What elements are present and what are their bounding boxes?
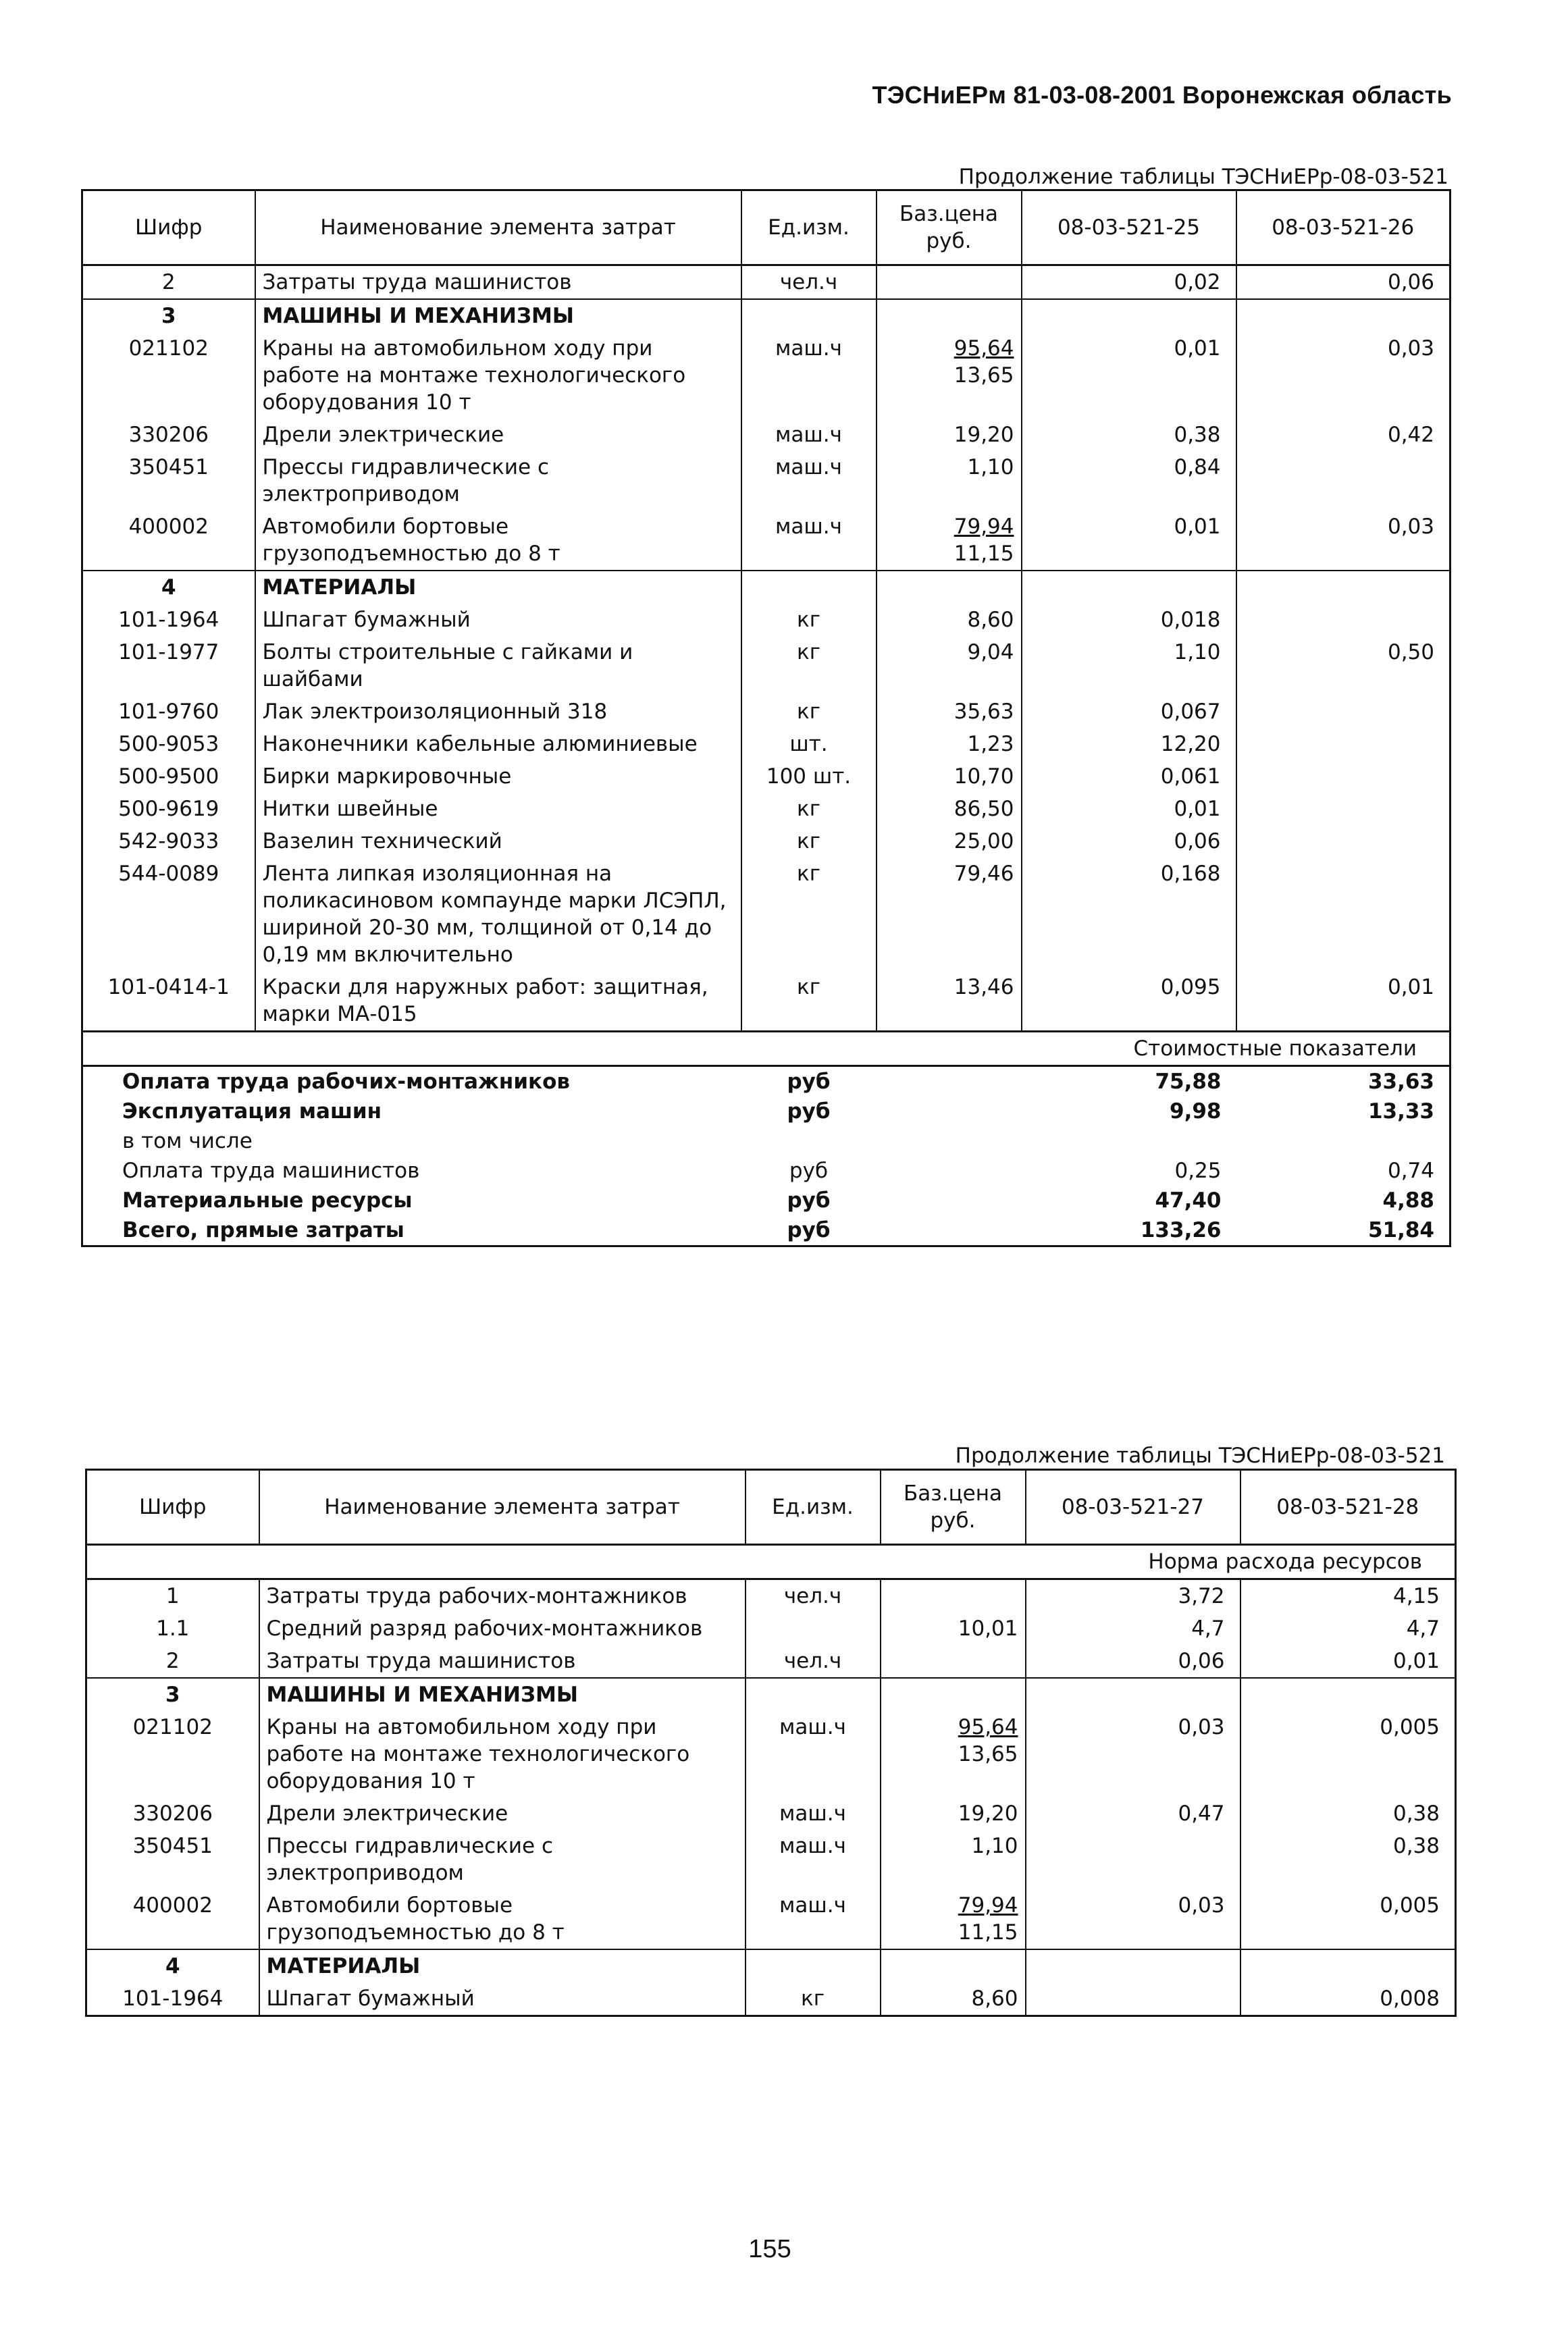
row-norm-value-2: 0,38 [1240,1797,1456,1830]
row-norm-value-1 [1026,1830,1240,1889]
table-row [82,636,1451,695]
row-unit: маш.ч [746,1711,881,1797]
row-norm-value-2: 0,01 [1236,971,1451,1032]
row-norm-value-2: 4,7 [1240,1612,1456,1645]
summary-price [877,1126,1022,1156]
row-price-value: 79,94 [953,515,1014,539]
summary-name: Оплата труда рабочих-монтажников [122,1070,570,1094]
row-price [877,571,1022,604]
row-norm-value-2: 0,01 [1240,1645,1456,1678]
table-row [82,299,1451,332]
row-price [877,419,1022,451]
row-price [877,510,1022,571]
row-unit [741,571,877,604]
table-row [86,1949,1456,1982]
summary-value-2: 4,88 [1382,1188,1434,1213]
row-code: 1 [86,1579,259,1613]
row-name: Автомобили бортовые грузоподъемностью до 8 т [255,510,741,571]
row-unit: чел.ч [746,1645,881,1678]
row-code: 101-0414-1 [82,971,255,1032]
row-code: 021102 [86,1711,259,1797]
row-price [877,695,1022,728]
row-unit [746,1678,881,1711]
row-price-value: 1,10 [967,455,1014,479]
row-name: Дрели электрические [259,1797,746,1830]
col-code-header: Шифр [86,1470,259,1545]
summary-name: Эксплуатация машин [122,1099,382,1124]
summary-value-1: 133,26 [1140,1218,1222,1242]
col-norm-27-header: 08-03-521-27 [1026,1470,1240,1545]
row-price-value: 8,60 [967,608,1014,632]
row-norm-value-1 [1022,299,1236,332]
table-row [86,1889,1456,1949]
row-unit: маш.ч [746,1797,881,1830]
row-name: Шпагат бумажный [259,1982,746,2016]
col-norm-26-header: 08-03-521-26 [1236,190,1451,265]
row-name: Краны на автомобильном ходу при работе на монтаже технологического оборудования 10 т [259,1711,746,1797]
row-norm-value-2 [1240,1678,1456,1711]
row-norm-value-1: 0,38 [1022,419,1236,451]
summary-price [877,1097,1022,1126]
table-row [82,695,1451,728]
row-norm-value-1: 0,067 [1022,695,1236,728]
row-norm-value-1 [1026,1949,1240,1982]
table-row [86,1579,1456,1613]
row-norm-value-2 [1236,858,1451,971]
summary-row [82,1066,1451,1097]
row-price [877,825,1022,858]
row-norm-value-2: 0,50 [1236,636,1451,695]
row-code: 500-9619 [82,793,255,825]
row-price [881,1949,1026,1982]
col-price-header: Баз.цена руб. [881,1470,1026,1545]
row-code: 330206 [82,419,255,451]
table-row [82,265,1451,300]
row-price [881,1830,1026,1889]
row-price [877,299,1022,332]
row-norm-value-1: 12,20 [1022,728,1236,760]
row-code: 400002 [86,1889,259,1949]
row-price [881,1711,1026,1797]
cost-table-2 [85,1469,1457,2017]
row-code: 544-0089 [82,858,255,971]
row-norm-value-1 [1022,571,1236,604]
row-name: МАТЕРИАЛЫ [255,571,741,604]
row-price [877,265,1022,300]
row-price-value: 79,46 [953,862,1014,886]
row-code: 3 [82,299,255,332]
row-code: 500-9500 [82,760,255,793]
row-norm-value-2: 0,008 [1240,1982,1456,2016]
row-norm-value-1: 0,095 [1022,971,1236,1032]
row-unit [746,1612,881,1645]
row-code: 2 [82,265,255,300]
row-code: 350451 [86,1830,259,1889]
table-row [86,1612,1456,1645]
row-unit: кг [741,636,877,695]
table-row [82,728,1451,760]
row-norm-value-2: 0,005 [1240,1711,1456,1797]
row-name: Шпагат бумажный [255,604,741,636]
row-name: Краски для наружных работ: защитная, марки МА-015 [255,971,741,1032]
col-code-header: Шифр [82,190,255,265]
row-price-value: 8,60 [971,1986,1018,2011]
row-norm-value-2 [1236,299,1451,332]
row-code: 101-1964 [82,604,255,636]
row-unit: маш.ч [741,451,877,510]
row-norm-value-1: 0,03 [1026,1711,1240,1797]
row-norm-value-2 [1236,604,1451,636]
table2-caption: Продолжение таблицы ТЭСНиЕРр-08-03-521 [955,1444,1445,1468]
row-code: 101-1964 [86,1982,259,2016]
row-price-machinist: 11,15 [958,1920,1018,1945]
row-name: Болты строительные с гайками и шайбами [255,636,741,695]
row-name: Прессы гидравлические с электроприводом [255,451,741,510]
row-price [881,1889,1026,1949]
table-row [82,760,1451,793]
row-norm-value-2 [1236,728,1451,760]
summary-value-2: 0,74 [1387,1159,1434,1183]
row-norm-value-2 [1236,451,1451,510]
row-price-value: 95,64 [953,336,1014,361]
row-price-machinist: 13,65 [958,1742,1018,1766]
row-code: 101-1977 [82,636,255,695]
row-name: Наконечники кабельные алюминиевые [255,728,741,760]
row-name: Средний разряд рабочих-монтажников [259,1612,746,1645]
row-name: Прессы гидравлические с электроприводом [259,1830,746,1889]
row-norm-value-1: 0,06 [1022,825,1236,858]
cost-table-1 [81,189,1451,1247]
summary-price [877,1066,1022,1097]
table2-body [86,1545,1456,2016]
row-code: 1.1 [86,1612,259,1645]
row-price [877,451,1022,510]
table-row [86,1797,1456,1830]
col-price-header: Баз.цена руб. [877,190,1022,265]
row-unit: кг [741,793,877,825]
row-name: Затраты труда машинистов [259,1645,746,1678]
row-unit: кг [741,825,877,858]
summary-row [82,1097,1451,1126]
row-norm-value-1: 0,84 [1022,451,1236,510]
row-price-value: 86,50 [953,797,1014,821]
row-unit: маш.ч [746,1889,881,1949]
row-norm-value-2 [1236,571,1451,604]
summary-unit [741,1126,877,1156]
row-code: 021102 [82,332,255,419]
summary-value-2: 51,84 [1367,1218,1434,1242]
row-name: Вазелин технический [255,825,741,858]
summary-price [877,1186,1022,1215]
table-row [86,1830,1456,1889]
row-unit: кг [741,604,877,636]
row-price [881,1579,1026,1613]
summary-row [82,1186,1451,1215]
row-unit: маш.ч [741,510,877,571]
row-price [881,1797,1026,1830]
row-code: 400002 [82,510,255,571]
row-price-value: 10,70 [953,764,1014,789]
row-norm-value-2: 0,005 [1240,1889,1456,1949]
row-name: МАШИНЫ И МЕХАНИЗМЫ [259,1678,746,1711]
row-price [877,793,1022,825]
row-price-value: 25,00 [953,829,1014,853]
row-norm-value-1: 3,72 [1026,1579,1240,1613]
row-code: 542-9033 [82,825,255,858]
row-norm-value-2: 0,06 [1236,265,1451,300]
row-price [877,636,1022,695]
row-name: Затраты труда рабочих-монтажников [259,1579,746,1613]
row-name: МАШИНЫ И МЕХАНИЗМЫ [255,299,741,332]
row-code: 500-9053 [82,728,255,760]
row-unit: кг [746,1982,881,2016]
cost-indicators-band [82,1032,1451,1066]
row-unit: кг [741,858,877,971]
summary-row [82,1126,1451,1156]
row-name: Лак электроизоляционный 318 [255,695,741,728]
row-price-value: 9,04 [967,640,1014,664]
row-norm-value-1 [1026,1982,1240,2016]
row-norm-value-2 [1236,760,1451,793]
row-price [881,1645,1026,1678]
summary-unit: руб [787,1188,831,1213]
row-price [877,971,1022,1032]
table-row [82,971,1451,1032]
row-unit: кг [741,695,877,728]
row-norm-value-2: 0,03 [1236,510,1451,571]
row-name: Нитки швейные [255,793,741,825]
summary-price [877,1156,1022,1186]
summary-name: Всего, прямые затраты [122,1218,404,1242]
row-name: Автомобили бортовые грузоподъемностью до 8 т [259,1889,746,1949]
table-row [82,793,1451,825]
table-row [82,451,1451,510]
cost-indicators-label: Стоимостные показатели [82,1032,1451,1066]
row-price-value: 19,20 [958,1801,1018,1826]
row-price-value: 1,10 [971,1834,1018,1858]
row-price-value: 35,63 [953,700,1014,724]
row-code: 101-9760 [82,695,255,728]
summary-value-1: 75,88 [1155,1070,1222,1094]
table-row [82,419,1451,451]
row-norm-value-2 [1236,695,1451,728]
row-price-machinist: 11,15 [953,542,1014,566]
row-norm-value-1: 0,01 [1022,332,1236,419]
summary-value-2: 33,63 [1367,1070,1434,1094]
col-unit-header: Ед.изм. [741,190,877,265]
row-code: 4 [86,1949,259,1982]
row-code: 330206 [86,1797,259,1830]
table-row [82,571,1451,604]
summary-name: Оплата труда машинистов [122,1159,420,1183]
summary-value-1 [1022,1126,1236,1156]
row-unit: шт. [741,728,877,760]
row-norm-value-1 [1026,1678,1240,1711]
row-price [877,728,1022,760]
row-code: 4 [82,571,255,604]
row-price-value: 13,46 [953,975,1014,999]
row-unit [741,299,877,332]
row-unit: кг [741,971,877,1032]
row-unit [746,1949,881,1982]
row-price-value: 1,23 [967,732,1014,756]
table-row [86,1982,1456,2016]
row-norm-value-2: 0,38 [1240,1830,1456,1889]
row-norm-value-1: 0,168 [1022,858,1236,971]
row-unit: чел.ч [741,265,877,300]
row-norm-value-1: 0,01 [1022,510,1236,571]
row-norm-value-1: 0,061 [1022,760,1236,793]
row-norm-value-2 [1240,1949,1456,1982]
row-price-value: 79,94 [958,1893,1018,1918]
row-norm-value-1: 0,47 [1026,1797,1240,1830]
table-row [86,1678,1456,1711]
row-unit: чел.ч [746,1579,881,1613]
summary-unit: руб [787,1218,831,1242]
table-row [82,858,1451,971]
row-norm-value-1: 0,02 [1022,265,1236,300]
row-unit: маш.ч [746,1830,881,1889]
table-row [86,1645,1456,1678]
row-name: Дрели электрические [255,419,741,451]
resource-norm-label: Норма расхода ресурсов [86,1545,1456,1579]
page-number: 155 [748,2235,791,2263]
row-price [881,1678,1026,1711]
col-norm-25-header: 08-03-521-25 [1022,190,1236,265]
row-price [877,858,1022,971]
table-row [82,332,1451,419]
summary-price [877,1215,1022,1246]
row-norm-value-2: 0,42 [1236,419,1451,451]
row-norm-value-1: 4,7 [1026,1612,1240,1645]
row-name: МАТЕРИАЛЫ [259,1949,746,1982]
resource-norm-band [86,1545,1456,1579]
summary-value-2 [1236,1126,1451,1156]
row-norm-value-1: 0,03 [1026,1889,1240,1949]
table1-body [82,265,1451,1246]
row-price [877,760,1022,793]
table2-header-row [86,1470,1456,1545]
row-name: Затраты труда машинистов [255,265,741,300]
summary-row [82,1215,1451,1246]
summary-unit: руб [787,1099,831,1124]
row-price [877,604,1022,636]
row-norm-value-2 [1236,825,1451,858]
document-header: ТЭСНиЕРм 81-03-08-2001 Воронежская область [872,81,1452,109]
table-row [82,510,1451,571]
row-unit: маш.ч [741,332,877,419]
row-code: 350451 [82,451,255,510]
col-unit-header: Ед.изм. [746,1470,881,1545]
table1-header-row [82,190,1451,265]
row-code: 2 [86,1645,259,1678]
row-unit: 100 шт. [741,760,877,793]
row-norm-value-1: 0,018 [1022,604,1236,636]
row-price-value: 19,20 [953,423,1014,447]
row-price [881,1612,1026,1645]
col-name-header: Наименование элемента затрат [259,1470,746,1545]
row-norm-value-2: 4,15 [1240,1579,1456,1613]
summary-value-1: 9,98 [1170,1099,1222,1124]
table-row [82,604,1451,636]
row-name: Краны на автомобильном ходу при работе на монтаже технологического оборудования 10 т [255,332,741,419]
summary-name: в том числе [122,1129,253,1153]
table1-caption: Продолжение таблицы ТЭСНиЕРр-08-03-521 [958,165,1448,189]
row-code: 3 [86,1678,259,1711]
summary-value-1: 0,25 [1174,1159,1222,1183]
summary-name: Материальные ресурсы [122,1188,413,1213]
row-norm-value-2 [1236,793,1451,825]
table-row [82,825,1451,858]
row-price-value: 10,01 [958,1616,1018,1641]
row-name: Бирки маркировочные [255,760,741,793]
summary-value-1: 47,40 [1155,1188,1222,1213]
row-price-value: 95,64 [958,1715,1018,1739]
col-norm-28-header: 08-03-521-28 [1240,1470,1456,1545]
table-row [86,1711,1456,1797]
summary-unit: руб [789,1159,829,1183]
row-price [877,332,1022,419]
summary-row [82,1156,1451,1186]
row-name: Лента липкая изоляционная на поликасиновом компаунде марки ЛСЭПЛ, шириной 20-30 мм, толщиной от 0,14 до 0,19 мм включительно [255,858,741,971]
row-norm-value-2: 0,03 [1236,332,1451,419]
row-norm-value-1: 0,01 [1022,793,1236,825]
summary-value-2: 13,33 [1367,1099,1434,1124]
row-price [881,1982,1026,2016]
row-norm-value-1: 0,06 [1026,1645,1240,1678]
row-unit: маш.ч [741,419,877,451]
row-price-machinist: 13,65 [953,363,1014,388]
row-norm-value-1: 1,10 [1022,636,1236,695]
summary-unit: руб [787,1070,831,1094]
col-name-header: Наименование элемента затрат [255,190,741,265]
